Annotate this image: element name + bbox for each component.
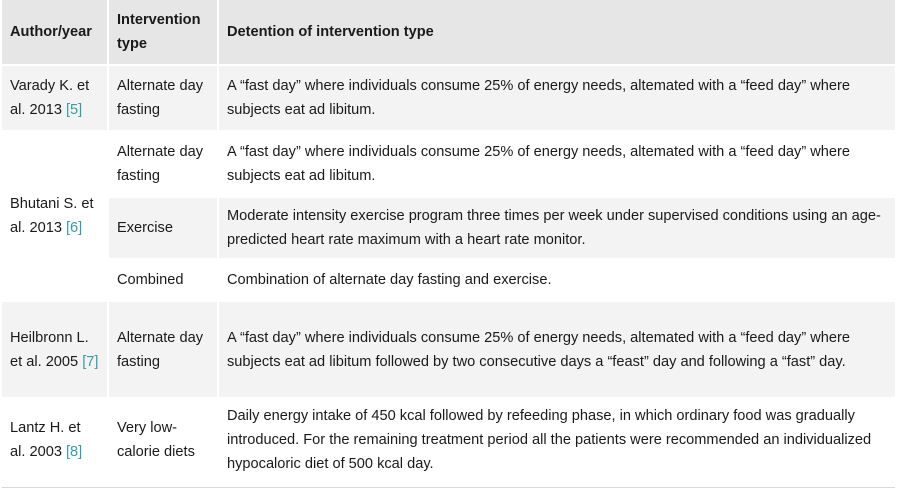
reference-link[interactable]: [6]	[66, 220, 83, 236]
definition-cell: Combination of alternate day fasting and exercise.	[219, 260, 895, 302]
author-cell	[2, 66, 109, 132]
table-row	[2, 198, 895, 260]
author-cell	[2, 132, 109, 302]
intervention-cell: Very low-calorie diets	[109, 399, 219, 483]
intervention-cell: Alternate day fasting	[109, 302, 219, 399]
author-name: Heilbronn L. et al. 2005	[10, 329, 89, 370]
reference-link[interactable]: [5]	[66, 102, 83, 118]
reference-link[interactable]: [7]	[82, 353, 99, 370]
author-name: Varady K. et al. 2013	[10, 78, 90, 118]
definition-cell: A “fast day” where individuals consume 25% of energy needs, altemated with a “feed day” where subjects eat ad libitum.	[219, 66, 895, 132]
definition-cell: Daily energy intake of 450 kcal followed by refeeding phase, in which ordinary food was gradually introduced. For the remaining treatment period all the patients were recommended an individualized hypocaloric diet of 500 kcal day.	[219, 399, 895, 483]
header-author: Author/year	[2, 0, 109, 66]
definition-cell: A “fast day” where individuals consume 25% of energy needs, altemated with a “feed day” where subjects eat ad libitum followed by two consecutive days a “feast” day and following a “fast” day.	[219, 302, 895, 399]
intervention-cell: Alternate day fasting	[109, 132, 219, 198]
intervention-table	[2, 0, 895, 483]
table-row	[2, 399, 895, 483]
reference-link[interactable]: [8]	[66, 444, 83, 460]
author-cell	[2, 302, 109, 399]
intervention-cell: Alternate day fasting	[109, 66, 219, 132]
definition-cell: A “fast day” where individuals consume 25% of energy needs, altemated with a “feed day” where subjects eat ad libitum.	[219, 132, 895, 198]
author-name: Bhutani S. et al. 2013	[10, 196, 94, 236]
author-cell	[2, 399, 109, 483]
table-row	[2, 302, 895, 399]
definition-cell: Moderate intensity exercise program three times per week under supervised conditions using an age-predicted heart rate maximum with a heart rate monitor.	[219, 198, 895, 260]
header-definition: Detention of intervention type	[219, 0, 895, 66]
table-row	[2, 260, 895, 302]
table-bottom-rule	[2, 487, 895, 488]
table-row	[2, 66, 895, 132]
intervention-cell: Exercise	[109, 198, 219, 260]
author-name: Lantz H. et al. 2003	[10, 420, 81, 460]
table-row	[2, 132, 895, 198]
intervention-cell: Combined	[109, 260, 219, 302]
header-intervention: Intervention type	[109, 0, 219, 66]
header-row	[2, 0, 895, 66]
